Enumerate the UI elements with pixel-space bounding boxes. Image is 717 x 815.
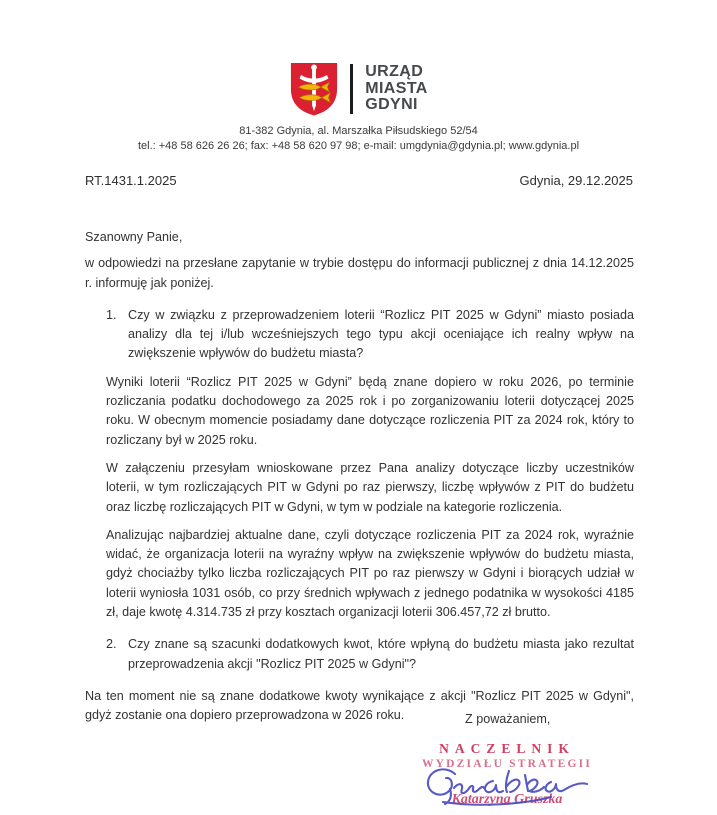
question-2-text: Czy znane są szacunki dodatkowych kwot, które wpłyną do budżetu miasta jako rezultat przeprowadzenia akcji "Rozlicz PIT 2025 w Gdyni"? (128, 637, 634, 671)
question-item-1 (106, 306, 634, 364)
answer-1-paragraph-3: Analizując najbardziej aktualne dane, czyli dotyczące rozliczenia PIT za 2024 rok, wyraźnie widać, że organizacja loterii na wyraźny wpływ na zwiększenie wpływów do budżetu miasta, gdyż chociażby tylko liczba rozliczających PIT po raz pierwszy w Gdyni i biorących udział w loterii wyniosła 1031 osób, co przy średnich wpływach z jednego podatnika w wysokości 4185 zł, daje kwotę 4.314.735 zł przy kosztach organizacji loterii 306.457,72 zł brutto. (106, 527, 634, 620)
org-name-line: GDYNI (365, 96, 418, 114)
gdynia-coat-of-arms-icon (289, 61, 339, 117)
handwritten-signature-icon (421, 761, 593, 807)
salutation: Szanowny Panie, (85, 230, 183, 244)
letter-body (85, 228, 634, 726)
intro-paragraph: w odpowiedzi na przesłane zapytanie w trybie dostępu do informacji publicznej z dnia 14.12.2025 r. informuję jak poniżej. (85, 256, 634, 290)
letterhead (0, 0, 717, 152)
signer-name: Katarzyna Gruszka (451, 792, 563, 807)
org-name-line: MIASTA (365, 79, 428, 97)
answer-1-paragraph-2: W załączeniu przesyłam wnioskowane przez Pana analizy dotyczące liczby uczestników loterii, w tym rozliczających PIT w Gdyni po raz pierwszy, liczbę wpływów z PIT do budżetu oraz liczbę rozliczających PIT w Gdyni, w tym w podziale na kategorie rozliczenia. (106, 460, 634, 514)
org-name-line: URZĄD (365, 63, 424, 81)
question-1-text: Czy w związku z przeprowadzeniem loterii “Rozlicz PIT 2025 w Gdyni” miasto posiada analizy dla tej i/lub wcześniejszych tego typu akcji oceniające ich realny wpływ na zwiększenie wpływów do budżetu miasta? (128, 307, 634, 361)
address-line: 81-382 Gdynia, al. Marszałka Piłsudskiego 52/54 (239, 125, 478, 137)
letterhead-divider (350, 64, 353, 114)
place-date: Gdynia, 29.12.2025 (519, 173, 633, 188)
logo-row (0, 61, 717, 117)
question-2-number: 2. (106, 637, 117, 652)
stamp-subtitle: WYDZIAŁU STRATEGII (421, 758, 593, 770)
answer-1-paragraph-1: Wyniki loterii “Rozlicz PIT 2025 w Gdyni” będą znane dopiero w roku 2026, po terminie rozliczania podatku dochodowego za 2025 rok i po zorganizowaniu loterii dotyczącej 2025 roku. W obecnym momencie posiadamy dane dotyczące rozliczenia PIT za 2024 rok, który to rozliczany był w 2025 roku. (106, 374, 634, 447)
org-name (365, 64, 428, 114)
closing-block (85, 712, 634, 808)
official-stamp (391, 741, 623, 808)
stamp-title: NACZELNIK (439, 741, 575, 756)
question-item-2 (106, 635, 634, 674)
answer-2-paragraph: Na ten moment nie są znane dodatkowe kwoty wynikające z akcji "Rozlicz PIT 2025 w Gdyni", gdyż zostanie ona dopiero przeprowadzona w 2026 roku. (85, 688, 634, 723)
question-1-number: 1. (106, 307, 117, 322)
contact-line: tel.: +48 58 626 26 26; fax: +48 58 620 97 98; e-mail: umgdynia@gdynia.pl; www.gdynia.pl (137, 140, 580, 152)
reference-number: RT.1431.1.2025 (85, 173, 177, 188)
valediction: Z poważaniem, (465, 712, 551, 726)
meta-row (85, 173, 633, 188)
